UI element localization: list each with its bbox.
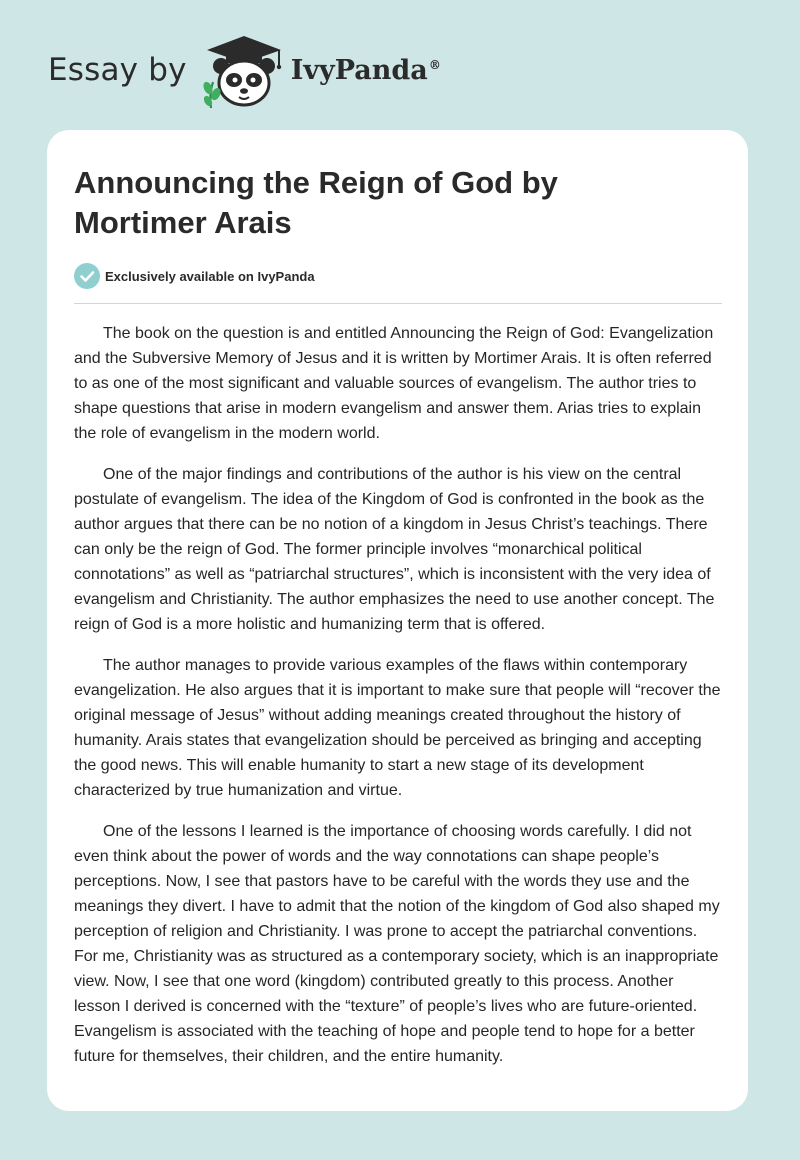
panda-graduate-logo[interactable]	[199, 30, 289, 110]
essay-paragraph-1: The book on the question is and entitled Announcing the Reign of God: Evangelization and the Subversive Memory of Jesus and it is written by Mortimer Arais. It is often referred to as one of the most significant and valuable sources of evangelism. The author tries to shape questions that arise in modern evangelism and answer them. Arias tries to explain the role of evangelism in the modern world.	[74, 325, 714, 442]
essay-title: Announcing the Reign of God by Mortimer Arais	[74, 165, 558, 240]
essay-body	[74, 321, 724, 1085]
exclusive-badge	[74, 263, 315, 289]
check-circle-icon	[74, 263, 100, 289]
essay-paragraph-4: One of the lessons I learned is the importance of choosing words carefully. I did not even think about the power of words and the way connotations can shape people’s perceptions. Now, I see that pastors have to be careful with the words they use and the meanings they divert. I have to admit that the notion of the kingdom of God also shaped my perception of religion and Christianity. I was prone to accept the patriarchal conventions. For me, Christianity was as structured as a contemporary society, which is an inappropriate view. Now, I see that one word (kingdom) contributed greatly to this process. Another lesson I derived is concerned with the “texture” of people’s lives who are future-oriented. Evangelism is associated with the teaching of hope and people tend to hope for a better future for themselves, their children, and the entire humanity.	[74, 823, 720, 1065]
brand-prefix: Essay by	[48, 52, 187, 88]
site-header	[48, 30, 441, 110]
title-divider	[74, 303, 722, 304]
essay-paragraph-2: One of the major findings and contributions of the author is his view on the central postulate of evangelism. The idea of the Kingdom of God is confronted in the book as the author argues that there can be no notion of a kingdom in Jesus Christ’s teachings. There can only be the reign of God. The former principle involves “monarchical political connotations” as well as “patriarchal structures”, which is inconsistent with the very idea of evangelism and Christianity. The author emphasizes the need to use another concept. The reign of God is a more holistic and humanizing term that is offered.	[74, 466, 715, 633]
essay-card	[47, 130, 748, 1111]
brand-name-text: IvyPanda	[290, 54, 428, 86]
brand-name[interactable]	[291, 55, 441, 86]
exclusive-label: Exclusively available on IvyPanda	[105, 268, 315, 284]
essay-paragraph-3: The author manages to provide various examples of the flaws within contemporary evangelization. He also argues that it is important to make sure that people will “recover the original message of Jesus” without adding meanings created throughout the history of humanity. Arais states that evangelization should be perceived as bringing and accepting the good news. This will enable humanity to start a new stage of its development characterized by true humanization and virtue.	[74, 657, 721, 799]
registered-mark: ®	[428, 57, 441, 72]
